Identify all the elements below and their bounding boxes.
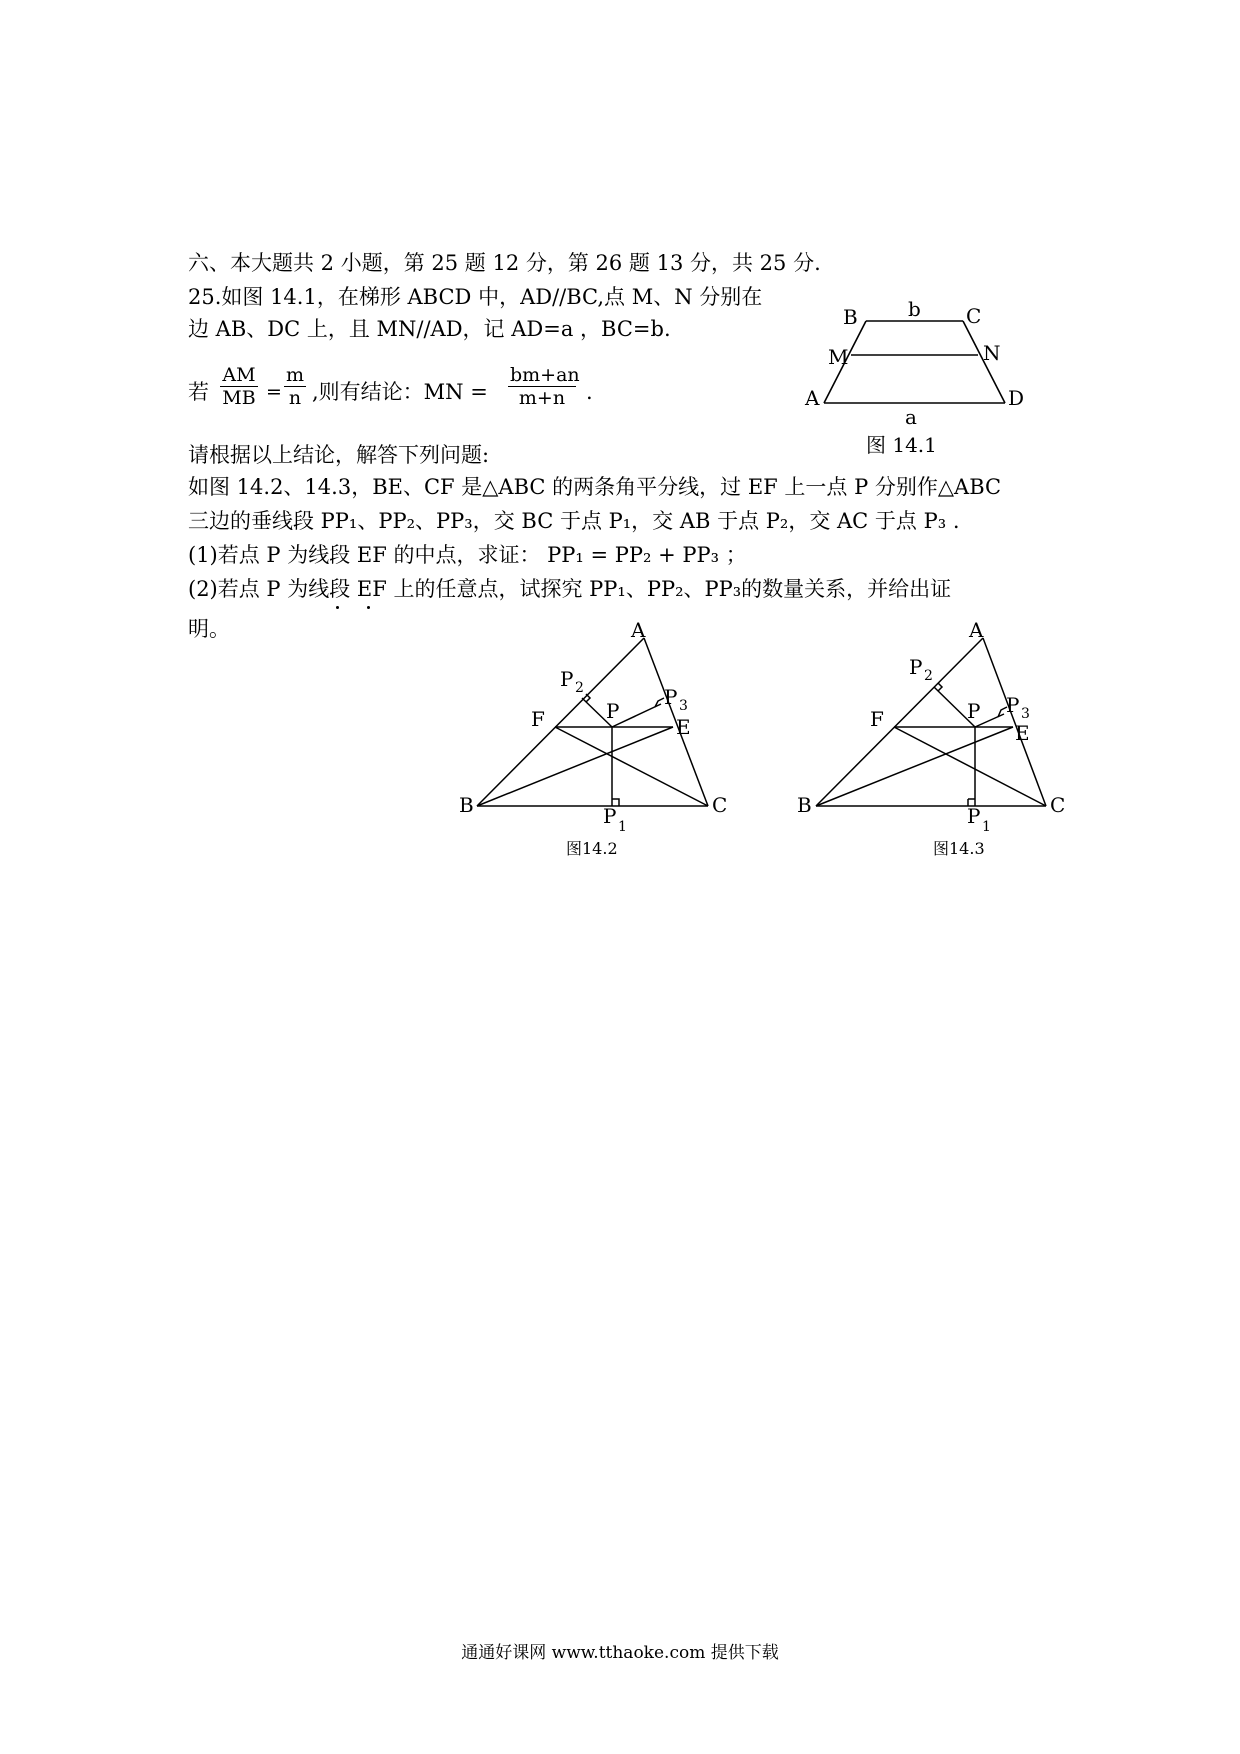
problem-line-7: (1)若点 P 为线段 EF 的中点，求证： PP₁ = PP₂ + PP₃ ； [188,543,747,567]
label-d-point: D [1008,386,1025,410]
label-p1: P [967,804,981,828]
label-p2-subscript: 2 [575,680,584,696]
fraction-denominator: MB [220,386,258,409]
label-a-point: A [805,386,820,410]
fraction-numerator: AM [222,364,256,386]
label-p1-subscript: 1 [618,819,627,835]
label-p3-subscript: 3 [679,698,688,714]
label-c: C [712,793,728,817]
label-p2: P [909,655,923,679]
problem-line-4: 请根据以上结论，解答下列问题: [188,443,490,467]
label-p: P [967,699,981,723]
label-p1: P [603,804,617,828]
label-b: B [459,793,474,817]
equals-sign: = [266,381,282,403]
section-heading: 六、本大题共 2 小题，第 25 题 12 分，第 26 题 13 分，共 25 分. [188,251,821,275]
label-p1-subscript: 1 [982,819,991,835]
bisector-be [816,727,1013,806]
problem-line-2: 边 AB、DC 上，且 MN//AD，记 AD=a ，BC=b. [188,317,671,341]
label-e: E [1015,721,1030,745]
label-a: A [969,618,984,642]
problem-line-9: 明。 [188,617,230,641]
problem-line-1: 25.如图 14.1，在梯形 ABCD 中，AD//BC,点 M、N 分别在 [188,285,763,309]
label-a-length: a [905,405,917,429]
fraction-denominator: n [284,386,306,409]
fraction-numerator: m [286,364,305,386]
fraction-numerator: bm+an [510,364,580,386]
fraction-denominator: m+n [508,386,576,409]
label-b-point: B [843,305,858,329]
label-n-point: N [983,341,1001,365]
figure-caption: 图14.3 [933,839,985,858]
problem-line-5: 如图 14.2、14.3，BE、CF 是△ABC 的两条角平分线，过 EF 上一点 P 分别作△ABC [188,475,1002,499]
label-m-point: M [828,345,849,369]
label-c-point: C [966,304,982,328]
label-b-length: b [908,297,921,321]
label-p3: P [664,685,678,709]
formula-period: . [586,380,593,404]
side-ab [816,638,983,806]
label-f: F [870,707,884,731]
problem-line-8: (2)若点 P 为线段 EF 上的任意点，试探究 PP₁、PP₂、PP₃的数量关系，并给出证 [188,577,952,601]
label-p3: P [1006,693,1020,717]
label-p3-subscript: 3 [1021,706,1030,722]
problem-line-6: 三边的垂线段 PP₁、PP₂、PP₃，交 BC 于点 P₁，交 AB 于点 P₂，交 AC 于点 P₃ . [188,509,960,533]
conclusion-text: ,则有结论：MN = [312,380,488,404]
label-f: F [531,707,545,731]
right-angle-mark [938,683,942,691]
label-b: B [797,793,812,817]
if-label: 若 [188,380,209,404]
figure-caption: 图 14.1 [866,433,937,457]
label-e: E [676,715,691,739]
figure-caption: 图14.2 [566,839,618,858]
label-a: A [631,618,646,642]
label-c: C [1050,793,1066,817]
label-p: P [606,699,620,723]
label-p2: P [560,667,574,691]
label-p2-subscript: 2 [924,668,933,684]
page-footer: 通通好课网 www.tthaoke.com 提供下载 [461,1643,779,1663]
